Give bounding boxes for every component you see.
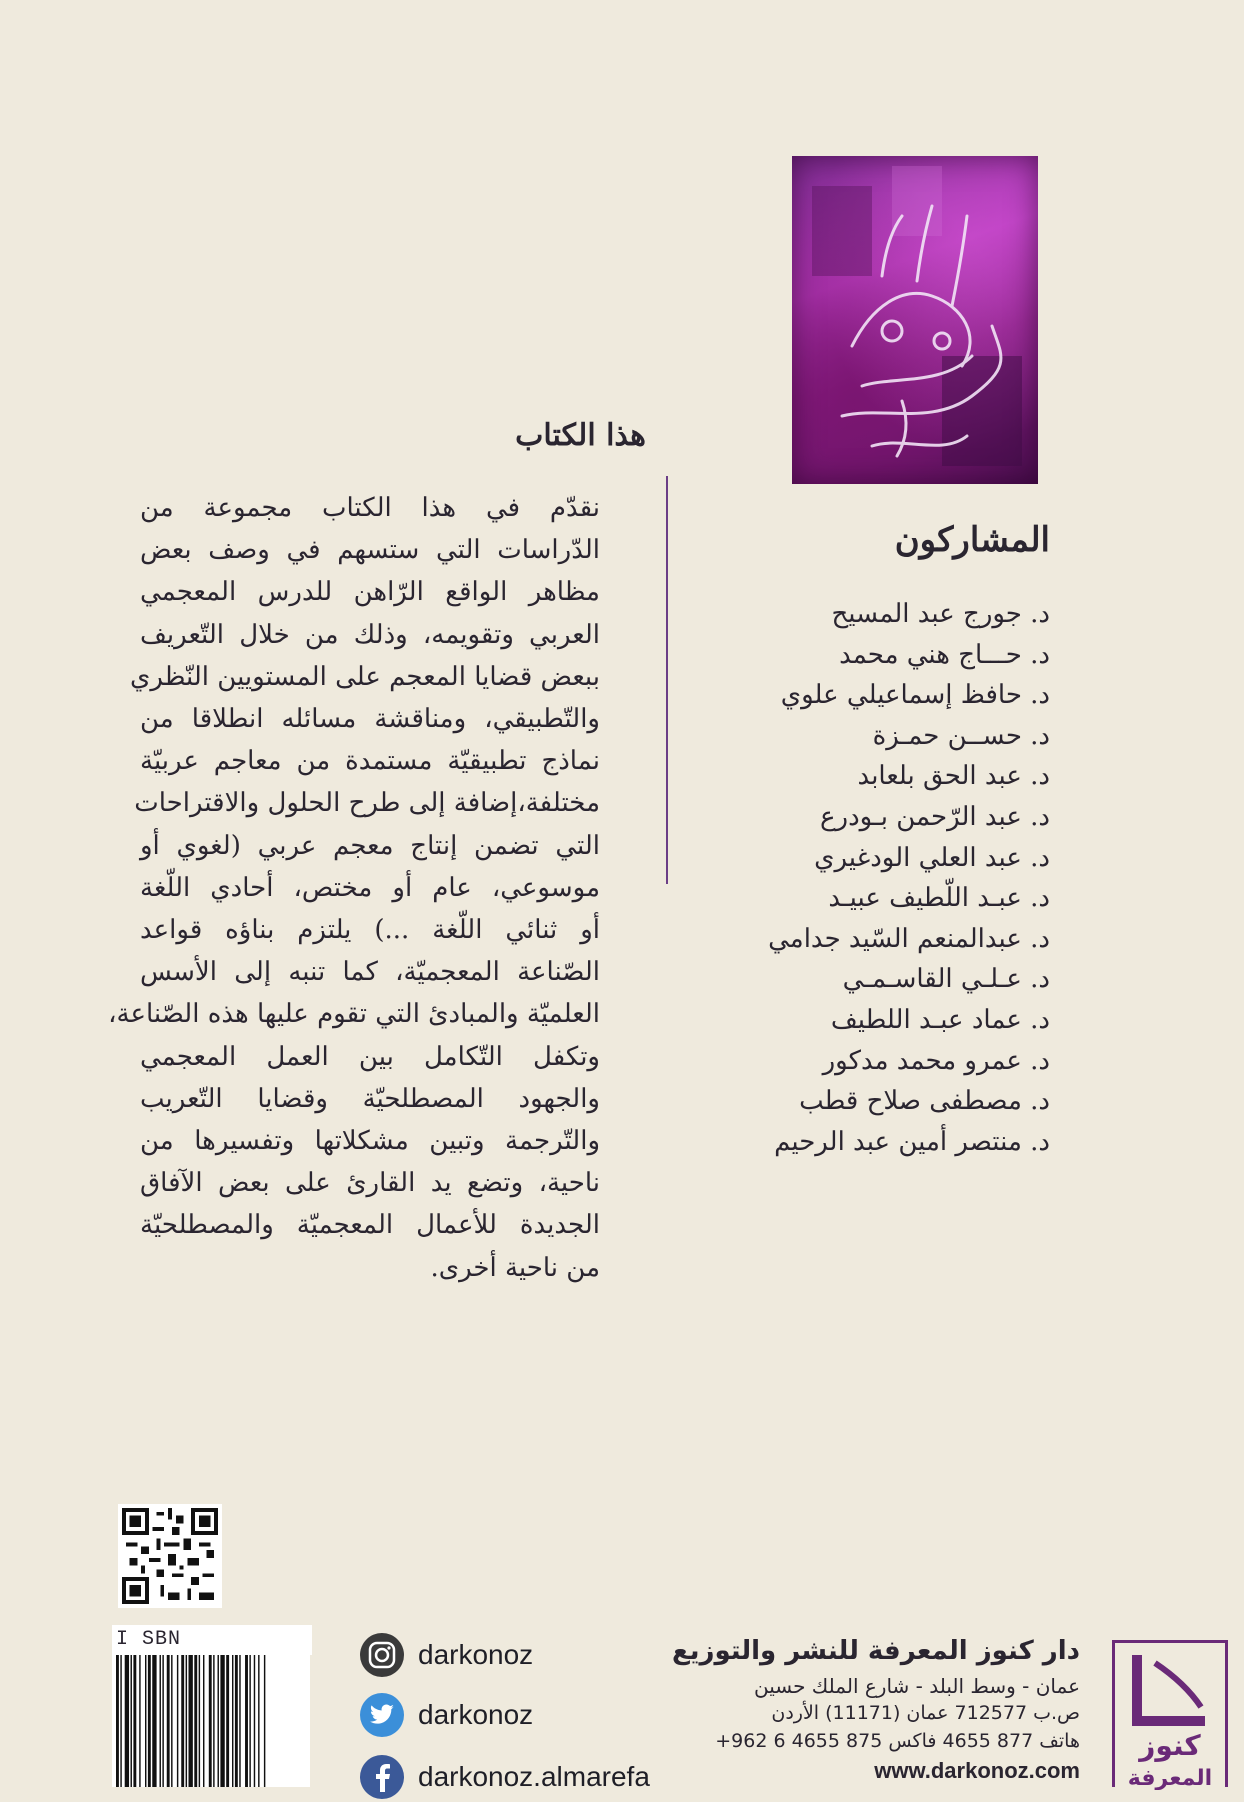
participant-name: د. عبد الحق بلعابد [857,761,1050,792]
book-section-title: هذا الكتاب [515,418,646,453]
blurb-line: العلميّة والمبادئ التي تقوم عليها هذه الصّناعة، [108,999,600,1030]
participant-name: د. حســن حمـزة [872,720,1050,751]
barcode-bar [226,1655,229,1787]
publisher-po-box: ص.ب 712577 عمان (11171) الأردن [771,1702,1080,1724]
blurb-line: نقدّم في هذا الكتاب مجموعة من [140,493,600,523]
participant-name: د. جورج عبد المسيح [831,599,1050,629]
publisher-address: عمان - وسط البلد - شارع الملك حسين [753,1674,1080,1698]
barcode-bar [125,1655,129,1787]
barcode-bar [258,1655,259,1787]
barcode-bar [133,1655,136,1787]
barcode-bar [167,1655,170,1787]
barcode-bar [116,1655,119,1787]
participant-name: د. عماد عبـد اللطيف [830,1005,1050,1035]
participant-name: د. عبد العلي الودغيري [814,842,1050,873]
barcode-bar [245,1655,248,1787]
participant-name: د. منتصر أمين عبد الرحيم [774,1126,1050,1157]
participant-name: د. عبدالمنعم السّيد جدامي [768,923,1050,954]
barcode-bar [181,1655,184,1787]
blurb-line: مظاهر الواقع الرّاهن للدرس المعجمي [140,577,600,608]
blurb-line: وتكفل التّكامل بين العمل المعجمي [140,1041,600,1072]
publisher-website[interactable]: www.darkonoz.com [874,1758,1080,1783]
cover-art-image [792,156,1038,484]
twitter-icon [360,1693,404,1737]
barcode-bar [254,1655,255,1787]
blurb-line: التي تضمن إنتاج معجم عربي (لغوي أو [140,830,600,861]
participant-name: د. حافظ إسماعيلي علوي [780,680,1050,711]
barcode [112,1655,310,1787]
barcode-bar [220,1655,224,1787]
instagram-handle: darkonoz [418,1639,534,1670]
blurb-line: والجهود المصطلحيّة وقضايا التّعريب [140,1083,600,1114]
publisher-name: دار كنوز المعرفة للنشر والتوزيع [671,1636,1080,1666]
participant-name: د. مصطفى صلاح قطب [799,1086,1050,1117]
blurb-line: العربي وتقويمه، وذلك من خلال التّعريف [140,619,600,650]
barcode-bar [199,1655,200,1787]
barcode-bar [162,1655,163,1787]
barcode-bar [171,1655,172,1787]
twitter-handle: darkonoz [418,1699,534,1730]
barcode-bar [203,1655,204,1787]
blurb-line: الدّراسات التي ستسهم في وصف بعض [140,535,600,566]
barcode-bar [235,1655,238,1787]
publisher-phone-fax: هاتف 877 4655 فاكس 875 4655 6 962+ [715,1730,1080,1752]
barcode-bar [177,1655,178,1787]
barcode-bar [264,1655,265,1787]
blurb-line: ناحية، وتضع يد القارئ على بعض الآفاق [140,1168,600,1199]
instagram-icon [360,1633,404,1677]
isbn-number: I SBN [112,1625,312,1655]
barcode-bar [186,1655,187,1787]
blurb-line: من ناحية أخرى. [430,1252,600,1283]
barcode-bar [131,1655,132,1787]
blurb-line: والتّطبيقي، ومناقشة مسائله انطلاقا من [140,704,600,734]
facebook-handle: darkonoz.almarefa [418,1761,650,1792]
participant-name: د. عبد الرّحمن بـودرع [820,802,1050,832]
blurb-line: موسوعي، عام أو مختص، أحادي اللّغة [140,872,600,903]
barcode-bar [232,1655,233,1787]
barcode-bar [249,1655,250,1787]
participant-name: د. حـــاج هني محمد [839,639,1050,670]
blurb-line: الجديدة للأعمال المعجميّة والمصطلحيّة [140,1210,600,1241]
participants-title: المشاركون [894,520,1050,560]
participant-name: د. عبـد اللّطيف عبيـد [828,883,1050,914]
blurb-line: نماذج تطبيقيّة مستمدة من معاجم عربيّة [140,746,600,777]
barcode-bar [148,1655,151,1787]
barcode-bar [213,1655,214,1787]
barcode-bar [218,1655,219,1787]
blurb-line: والتّرجمة وتبين مشكلاتها وتفسيرها من [140,1126,600,1156]
social-instagram[interactable] [360,1630,533,1680]
qr-code[interactable] [118,1504,222,1608]
social-facebook[interactable] [360,1752,650,1802]
participant-name: د. عـلـي القاسـمـي [842,964,1050,995]
barcode-bar [209,1655,212,1787]
blurb-line: الصّناعة المعجميّة، كما تنبه إلى الأسس [140,957,600,988]
blurb-line: أو ثنائي اللّغة ...) يلتزم بناؤه قواعد [140,915,600,945]
barcode-bar [194,1655,197,1787]
social-twitter[interactable] [360,1690,533,1740]
facebook-icon [360,1755,404,1799]
barcode-bar [152,1655,156,1787]
barcode-bar [189,1655,193,1787]
participant-name: د. عمرو محمد مدكور [822,1045,1050,1076]
publisher-logo [1112,1640,1228,1790]
barcode-bar [239,1655,240,1787]
barcode-bar [145,1655,146,1787]
barcode-bar [160,1655,161,1787]
barcode-bar [139,1655,140,1787]
blurb-line: مختلفة،إضافة إلى طرح الحلول والاقتراحات [134,788,600,819]
publisher-logo-text-bottom: المعرفة [1127,1766,1213,1790]
barcode-bar [120,1655,121,1787]
blurb-line: ببعض قضايا المعجم على المستويين النّظري [130,661,600,692]
publisher-logo-text-top: كنوز [1139,1729,1201,1762]
